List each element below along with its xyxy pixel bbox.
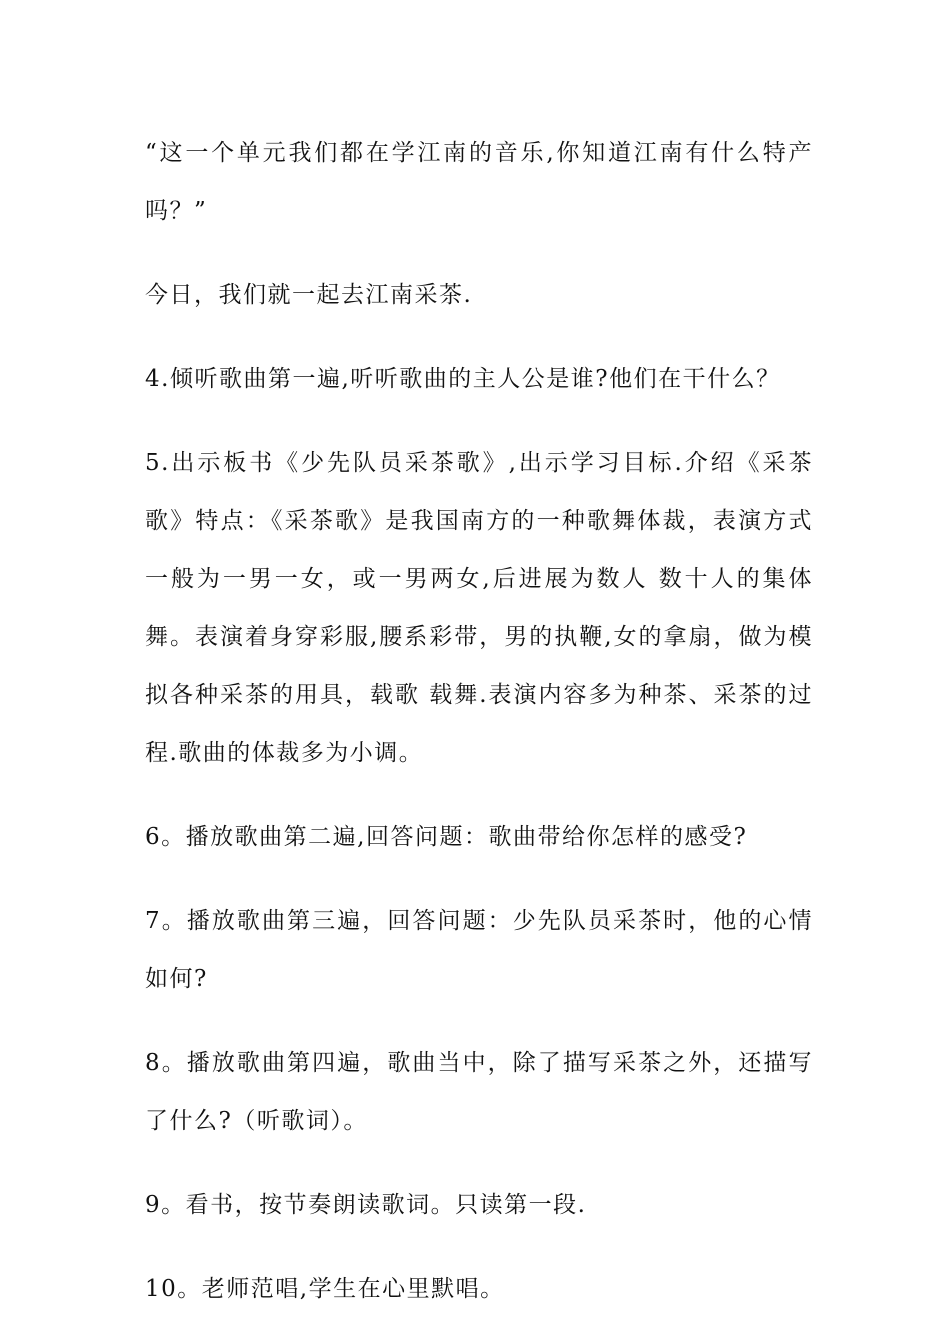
paragraph-step-7: 7。播放歌曲第三遍，回答问题：少先队员采茶时，他的心情如何? (145, 908, 813, 992)
paragraph-today: 今日，我们就一起去江南采茶. (145, 282, 473, 308)
paragraph-step-6: 6。播放歌曲第二遍,回答问题：歌曲带给你怎样的感受? (145, 824, 748, 850)
paragraph-step-10: 10。老师范唱,学生在心里默唱。 (145, 1276, 505, 1302)
paragraph-step-4: 4.倾听歌曲第一遍,听听歌曲的主人公是谁?他们在干什么？ (145, 366, 781, 392)
paragraph-step-9: 9。看书，按节奏朗读歌词。只读第一段. (145, 1192, 587, 1218)
paragraph-intro-question: “这一个单元我们都在学江南的音乐,你知道江南有什么特产吗？” (145, 140, 813, 224)
document-body (145, 124, 813, 1344)
paragraph-step-5: 5.出示板书《少先队员采茶歌》,出示学习目标.介绍《采茶歌》特点：《采茶歌》是我国南方的一种歌舞体裁，表演方式一般为一男一女，或一男两女,后进展为数人 数十人的集体舞。表演着身穿彩服,腰系彩带，男的执鞭,女的拿扇，做为模拟各种采茶的用具，载歌 载舞.表演内容多为种茶、采茶的过程.歌曲的体裁多为小调。 (145, 450, 813, 766)
paragraph-step-8: 8。播放歌曲第四遍，歌曲当中，除了描写采茶之外，还描写了什么?（听歌词）。 (145, 1050, 813, 1134)
